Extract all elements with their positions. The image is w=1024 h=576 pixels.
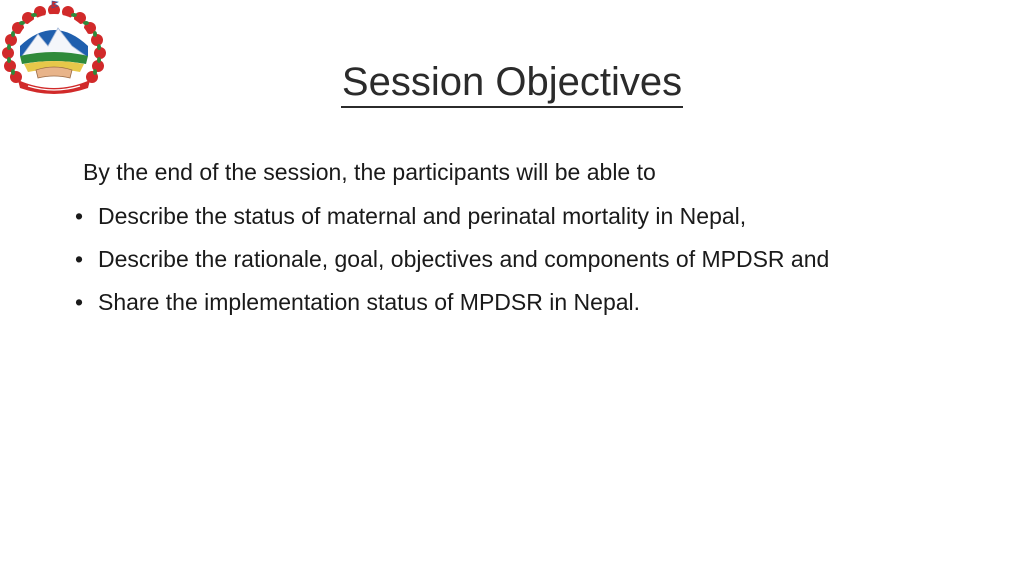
list-item-text: Share the implementation status of MPDSR in Nepal. (98, 289, 641, 315)
page-title-text: Session Objectives (341, 58, 683, 108)
list-item (75, 286, 935, 318)
bullet-icon: • (75, 289, 84, 315)
intro-text: By the end of the session, the participants will be able to (83, 159, 656, 185)
objectives-list (75, 200, 935, 329)
page-title (0, 58, 1024, 108)
list-item (75, 200, 935, 232)
bullet-icon: • (75, 203, 84, 229)
bullet-icon: • (75, 246, 84, 272)
list-item (75, 243, 935, 275)
list-item-text: Describe the status of maternal and perinatal mortality in Nepal, (98, 203, 747, 229)
list-item-text: Describe the rationale, goal, objectives and components of MPDSR and (98, 246, 830, 272)
